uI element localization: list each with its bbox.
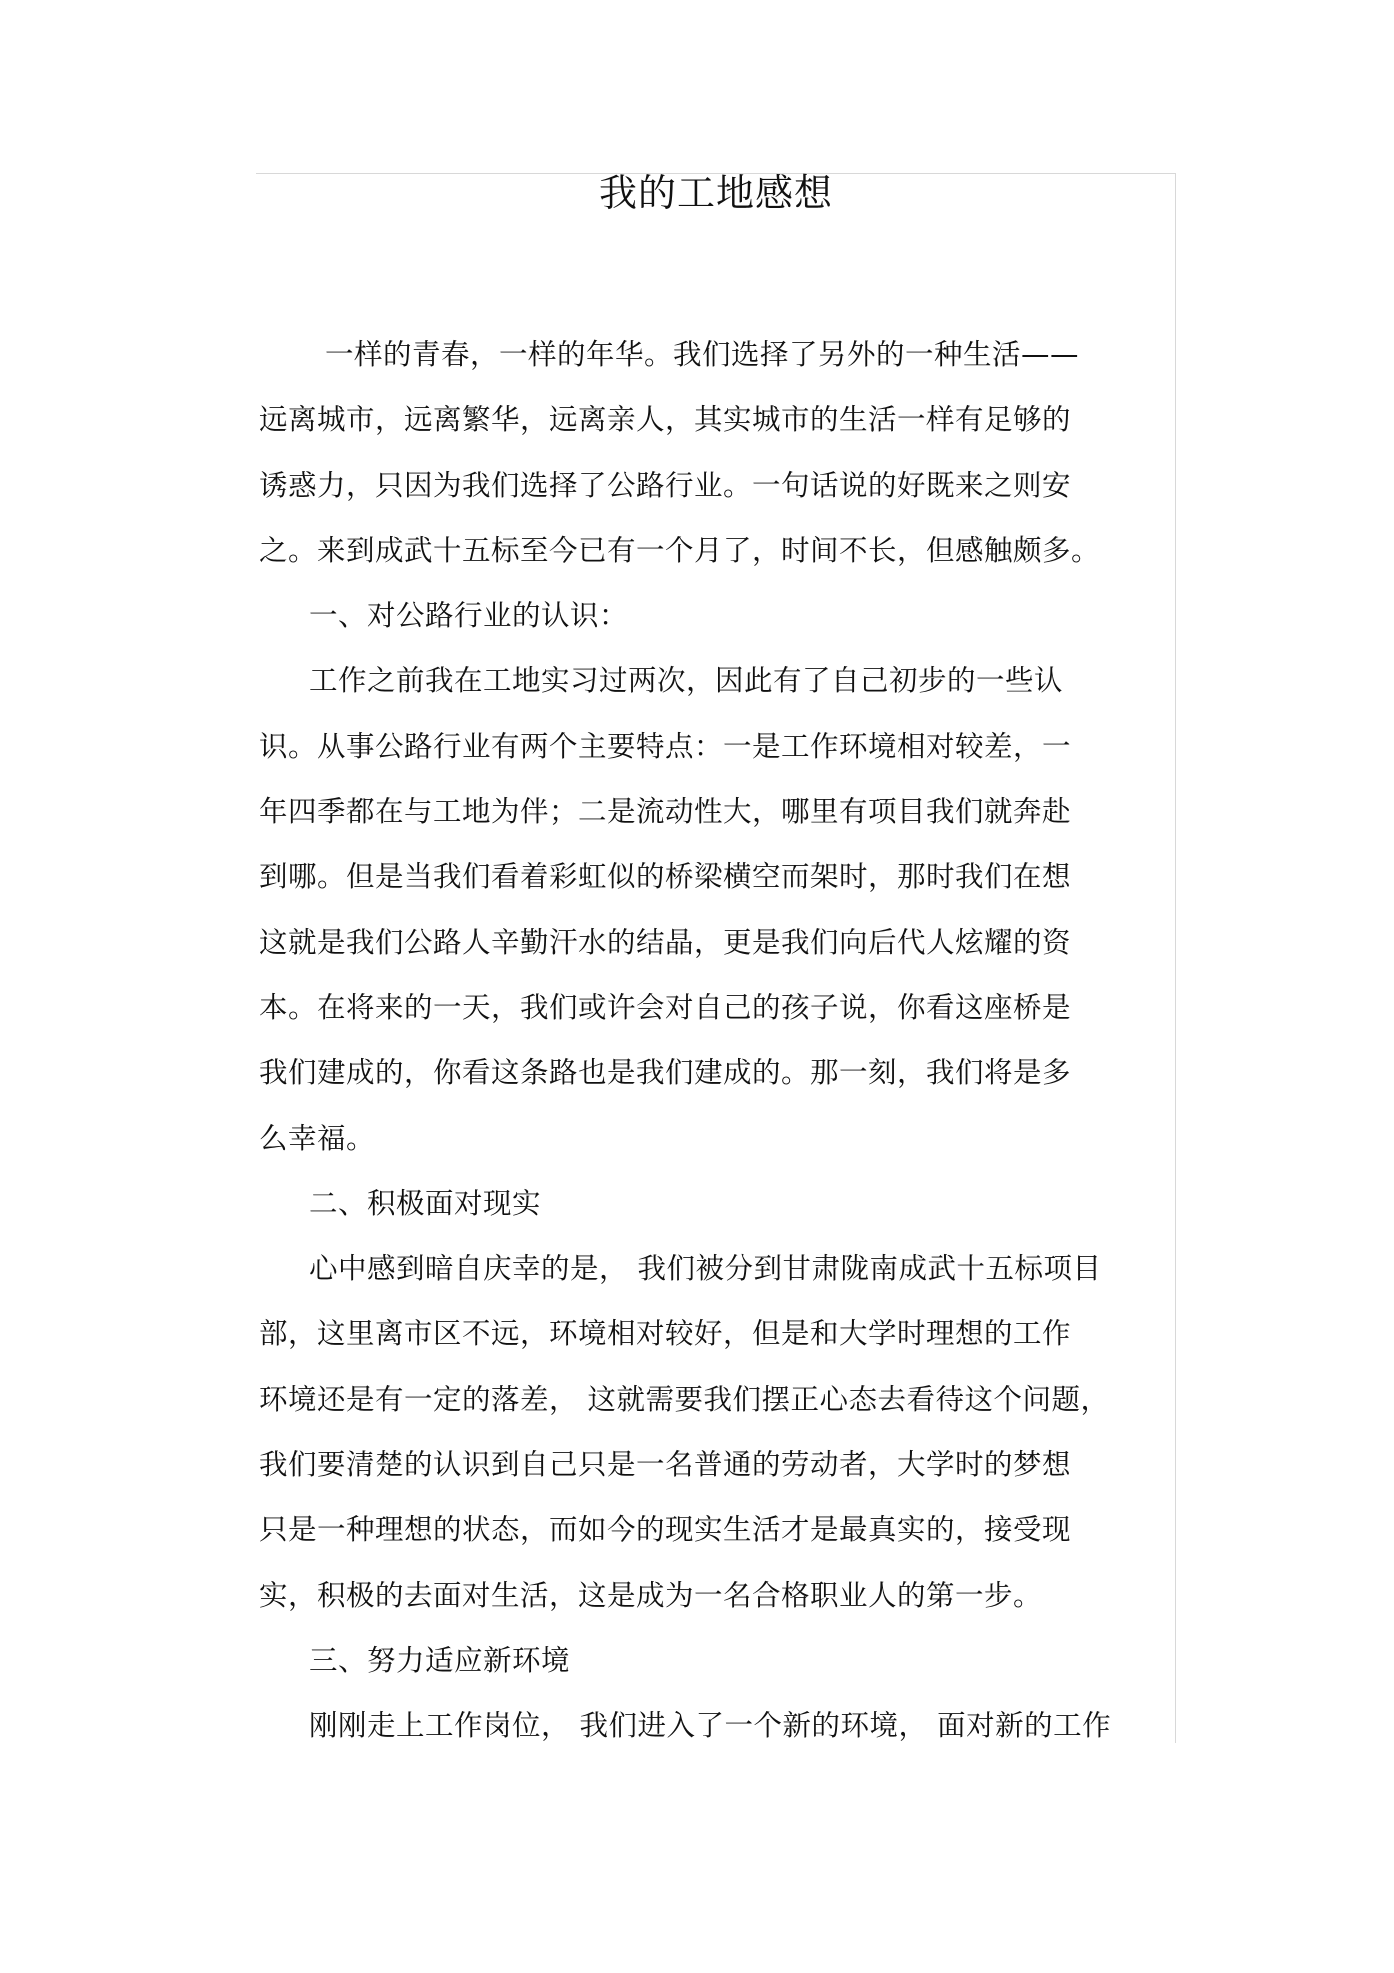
- body-text-line: 么幸福。: [259, 1121, 376, 1155]
- body-text-line: 之。来到成武十五标至今已有一个月了，时间不长，但感触颇多。: [259, 533, 1101, 567]
- body-text-line: 环境还是有一定的落差， 这就需要我们摆正心态去看待这个问题，: [259, 1382, 1110, 1416]
- body-text-line: 实，积极的去面对生活，这是成为一名合格职业人的第一步。: [259, 1578, 1043, 1612]
- body-text-line: 工作之前我在工地实习过两次，因此有了自己初步的一些认: [309, 664, 1064, 698]
- body-text-line: 二、积极面对现实: [309, 1186, 542, 1220]
- page-frame-right-rule: [1175, 173, 1176, 1743]
- body-text-line: 一样的青春，一样的年华。我们选择了另外的一种生活——: [325, 338, 1080, 371]
- body-text-line: 我们建成的，你看这条路也是我们建成的。那一刻，我们将是多: [259, 1056, 1072, 1090]
- body-text-line: 一、对公路行业的认识：: [309, 599, 629, 633]
- document-body: [259, 322, 1159, 1759]
- body-text-line: 只是一种理想的状态，而如今的现实生活才是最真实的，接受现: [259, 1513, 1072, 1547]
- body-text-line: 到哪。但是当我们看着彩虹似的桥梁横空而架时，那时我们在想: [259, 860, 1072, 894]
- body-text-line: 心中感到暗自庆幸的是， 我们被分到甘肃陇南成武十五标项目: [309, 1252, 1102, 1286]
- body-text-line: 年四季都在与工地为伴；二是流动性大，哪里有项目我们就奔赴: [259, 795, 1072, 829]
- body-text-line: 识。从事公路行业有两个主要特点：一是工作环境相对较差，一: [259, 729, 1072, 763]
- body-text-line: 本。在将来的一天，我们或许会对自己的孩子说，你看这座桥是: [259, 990, 1072, 1024]
- body-text-line: 这就是我们公路人辛勤汗水的结晶，更是我们向后代人炫耀的资: [259, 925, 1072, 959]
- body-text-line: 远离城市，远离繁华，远离亲人，其实城市的生活一样有足够的: [259, 403, 1072, 437]
- body-text-line: 诱惑力，只因为我们选择了公路行业。一句话说的好既来之则安: [259, 468, 1072, 502]
- document-title: 我的工地感想: [598, 171, 833, 215]
- body-text-line: 部，这里离市区不远，环境相对较好，但是和大学时理想的工作: [259, 1317, 1072, 1351]
- body-text-line: 三、努力适应新环境: [309, 1643, 571, 1677]
- body-text-line: 我们要清楚的认识到自己只是一名普通的劳动者，大学时的梦想: [259, 1448, 1072, 1482]
- body-text-line: 刚刚走上工作岗位， 我们进入了一个新的环境， 面对新的工作: [309, 1709, 1112, 1743]
